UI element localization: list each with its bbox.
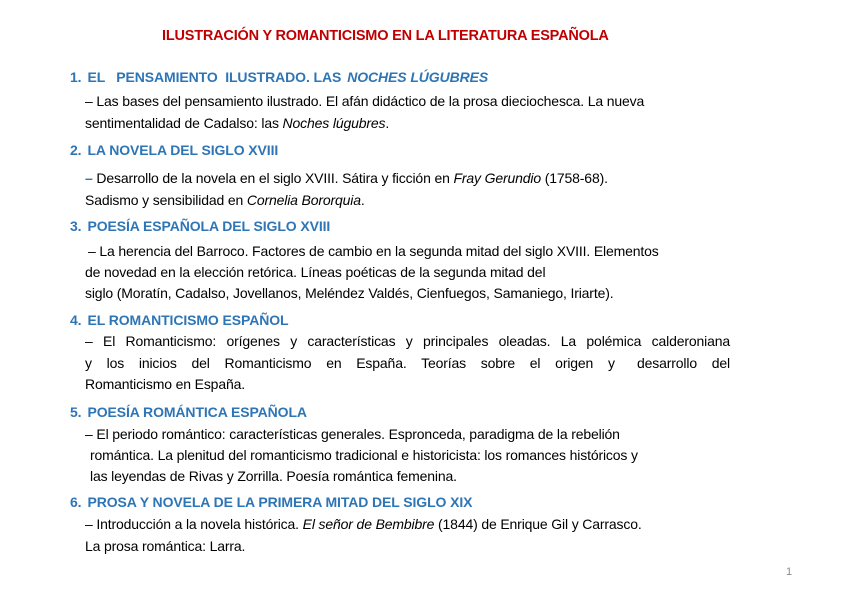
section-title-italic: NOCHES LÚGUBRES <box>347 69 489 85</box>
page-number: 1 <box>786 566 793 578</box>
section-6-heading <box>70 494 472 510</box>
section-6-line-2: La prosa romántica: Larra. <box>85 538 246 554</box>
section-title: POESÍA ESPAÑOLA DEL SIGLO XVIII <box>87 218 331 234</box>
section-number: 5. <box>70 404 82 420</box>
section-2-line-1: – Desarrollo de la novela en el siglo XVIII. Sátira y ficción en Fray Gerundio (1758-68). <box>85 170 608 186</box>
section-number: 1. <box>70 69 82 85</box>
section-title: LA NOVELA DEL SIGLO XVIII <box>87 142 279 158</box>
section-5-line-3: las leyendas de Rivas y Zorrilla. Poesía romántica femenina. <box>90 468 457 484</box>
section-number: 2. <box>70 142 82 158</box>
section-title: EL PENSAMIENTO ILUSTRADO. LAS <box>87 69 342 85</box>
section-number: 3. <box>70 218 82 234</box>
section-3-line-1: – La herencia del Barroco. Factores de cambio en la segunda mitad del siglo XVIII. Elementos <box>88 243 659 259</box>
section-title: POESÍA ROMÁNTICA ESPAÑOLA <box>87 404 307 420</box>
section-4-line-1: – El Romanticismo: orígenes y características y principales oleadas. La polémica calderoniana <box>85 333 730 349</box>
section-3-line-3: siglo (Moratín, Cadalso, Jovellanos, Meléndez Valdés, Cienfuegos, Samaniego, Iriarte). <box>85 285 614 301</box>
section-title: EL ROMANTICISMO ESPAÑOL <box>87 312 289 328</box>
section-2-heading <box>70 142 278 158</box>
section-title: PROSA Y NOVELA DE LA PRIMERA MITAD DEL SIGLO XIX <box>87 494 473 510</box>
section-4-line-3: Romanticismo en España. <box>85 376 245 392</box>
section-4-line-2: y los inicios del Romanticismo en España. Teorías sobre el origen y desarrollo del <box>85 355 730 371</box>
section-1-heading <box>70 69 488 85</box>
section-number: 4. <box>70 312 82 328</box>
section-4-heading <box>70 312 288 328</box>
section-3-line-2: de novedad en la elección retórica. Líneas poéticas de la segunda mitad del <box>85 264 546 280</box>
section-5-line-2: romántica. La plenitud del romanticismo tradicional e historicista: los romances históricos y <box>90 447 638 463</box>
section-1-line-1: – Las bases del pensamiento ilustrado. El afán didáctico de la prosa dieciochesca. La nueva <box>85 93 645 109</box>
section-number: 6. <box>70 494 82 510</box>
section-5-heading <box>70 404 307 420</box>
section-2-line-2: Sadismo y sensibilidad en Cornelia Bororquia. <box>85 192 365 208</box>
section-3-heading <box>70 218 330 234</box>
section-6-line-1: – Introducción a la novela histórica. El señor de Bembibre (1844) de Enrique Gil y Carrasco. <box>85 516 642 532</box>
section-5-line-1: – El periodo romántico: características generales. Espronceda, paradigma de la rebelión <box>85 426 620 442</box>
document-title: ILUSTRACIÓN Y ROMANTICISMO EN LA LITERATURA ESPAÑOLA <box>162 28 609 44</box>
section-1-line-2: sentimentalidad de Cadalso: las Noches lúgubres. <box>85 115 390 131</box>
